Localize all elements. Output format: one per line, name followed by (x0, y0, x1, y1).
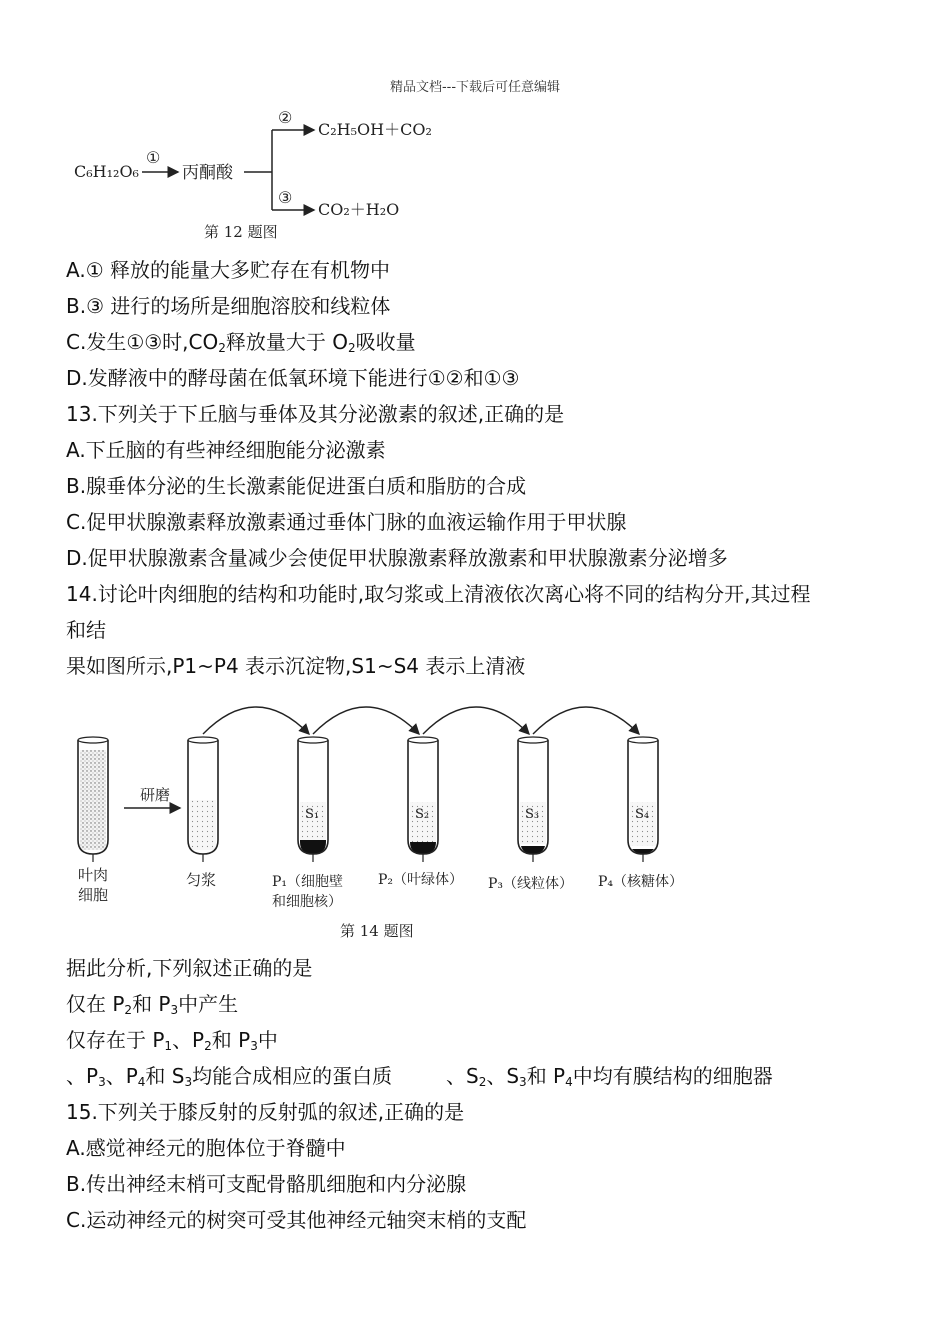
q13-option-d: D.促甲状腺激素含量减少会使促甲状腺激素释放激素和甲状腺激素分泌增多 (66, 546, 728, 570)
q14-stem-line1: 14.讨论叶肉细胞的结构和功能时,取匀浆或上清液依次离心将不同的结构分开,其过程 (66, 582, 811, 606)
q13-option-b: B.腺垂体分泌的生长激素能促进蛋白质和脂肪的合成 (66, 474, 527, 498)
p1-label-line1: P₁（细胞壁 (272, 874, 344, 890)
tube-s3-p3 (518, 737, 548, 862)
transfer-arrow-1 (203, 707, 309, 734)
q15-option-b: B.传出神经末梢可支配骨骼肌细胞和内分泌腺 (66, 1172, 467, 1196)
p1-label-line2: 和细胞核） (272, 894, 342, 910)
q14-stem-line3: 果如图所示,P1~P4 表示沉淀物,S1~S4 表示上清液 (66, 654, 526, 678)
step2-label: ② (278, 108, 293, 127)
transfer-arrow-2 (313, 707, 419, 734)
tube1-label-line2: 细胞 (78, 886, 109, 904)
tube-s1-p1 (298, 737, 328, 862)
q13-option-c: C.促甲状腺激素释放激素通过垂体门脉的血液运输作用于甲状腺 (66, 510, 627, 534)
q14-stem-line2: 和结 (66, 618, 106, 642)
q13-stem: 13.下列关于下丘脑与垂体及其分泌激素的叙述,正确的是 (66, 402, 565, 426)
tube-leaf-cells (78, 737, 108, 862)
p3-label: P₃（线粒体） (488, 876, 574, 892)
q14-option-1: 仅在 $P_2$和 $P_3$中产生 (66, 992, 239, 1017)
q13-option-a: A.下丘脑的有些神经细胞能分泌激素 (66, 438, 386, 462)
s1-label: S₁ (305, 807, 320, 822)
tube-s2-p2 (408, 737, 438, 862)
q15-option-a: A.感觉神经元的胞体位于脊髓中 (66, 1136, 346, 1160)
s4-label: S₄ (635, 807, 650, 822)
q14-option-2: 仅存在于 $P_1$、$P_2$和 $P_3$中 (66, 1028, 278, 1053)
q14-option-3: 、$P_3$、$P_4$和 $S_3$均能合成相应的蛋白质 (66, 1064, 393, 1089)
reactant-label: C₆H₁₂O₆ (74, 162, 139, 181)
q15-stem: 15.下列关于膝反射的反射弧的叙述,正确的是 (66, 1100, 465, 1124)
q12-option-b: B.③ 进行的场所是细胞溶胶和线粒体 (66, 294, 391, 318)
tube-s4-p4 (628, 737, 658, 862)
p4-label: P₄（核糖体） (598, 874, 684, 890)
figure-14-centrifuge-diagram (66, 690, 726, 950)
tube1-label-line1: 叶肉 (78, 866, 109, 884)
step3-label: ③ (278, 188, 293, 207)
intermediate-label: 丙酮酸 (182, 163, 233, 183)
q14-analysis: 据此分析,下列叙述正确的是 (66, 956, 313, 980)
figure-14-caption: 第 14 题图 (340, 922, 414, 940)
product3-label: CO₂＋H₂O (318, 200, 400, 219)
product2-label: C₂H₅OH＋CO₂ (318, 120, 432, 139)
q12-option-c: C.发生①③时$,CO_2$释放量大于 $O_2$吸收量 (66, 330, 416, 355)
q14-option-4: 、$S_2$、$S_3$和 $P_4$中均有膜结构的细胞器 (446, 1064, 773, 1089)
s2-label: S₂ (415, 807, 430, 822)
step1-label: ① (146, 148, 161, 167)
q12-option-a: A.① 释放的能量大多贮存在有机物中 (66, 258, 390, 282)
p2-label: P₂（叶绿体） (378, 872, 464, 888)
figure-12-respiration-diagram (66, 105, 466, 245)
tube-homogenate (188, 737, 218, 862)
transfer-arrow-4 (533, 707, 639, 734)
tube2-label: 匀浆 (186, 871, 217, 889)
s3-label: S₃ (525, 807, 540, 822)
figure-12-caption: 第 12 题图 (204, 223, 278, 241)
q15-option-c: C.运动神经元的树突可受其他神经元轴突末梢的支配 (66, 1208, 527, 1232)
grind-label: 研磨 (140, 786, 171, 804)
q12-option-d: D.发酵液中的酵母菌在低氧环境下能进行①②和①③ (66, 366, 520, 390)
transfer-arrow-3 (423, 707, 529, 734)
page-header: 精品文档---下载后可任意编辑 (389, 80, 561, 95)
